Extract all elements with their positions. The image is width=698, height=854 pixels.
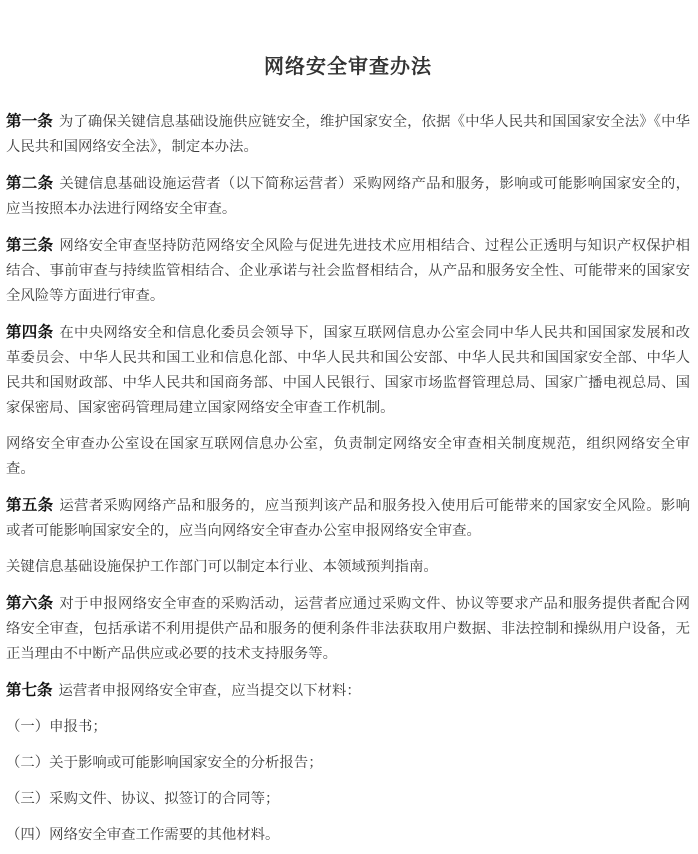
article-2 — [6, 171, 690, 222]
article-6 — [6, 591, 690, 667]
article-number: 第一条 — [6, 112, 53, 130]
list-item: （四）网络安全审查工作需要的其他材料。 — [6, 827, 280, 843]
article-4-paragraph-2 — [6, 432, 690, 482]
article-number: 第六条 — [6, 594, 54, 612]
article-text: 在中央网络安全和信息化委员会领导下，国家互联网信息办公室会同中华人民共和国国家发展和改革委员会、中华人民共和国工业和信息化部、中华人民共和国公安部、中华人民共和国国家安全部、中华人民共和国财政部、中华人民共和国商务部、中国人民银行、国家市场监督管理总局、国家广播电视总局、国家保密局、国家密码管理局建立国家网络安全审查工作机制。 — [6, 325, 690, 416]
article-5 — [6, 493, 690, 544]
list-item: （三）采购文件、协议、拟签订的合同等； — [6, 791, 280, 807]
article-number: 第四条 — [6, 323, 54, 341]
article-number: 第三条 — [6, 236, 54, 254]
article-text: 对于申报网络安全审查的采购活动，运营者应通过采购文件、协议等要求产品和服务提供者配合网络安全审查，包括承诺不利用提供产品和服务的便利条件非法获取用户数据、非法控制和操纵用户设备，无正当理由不中断产品供应或必要的技术支持服务等。 — [6, 596, 690, 662]
paragraph-text: 关键信息基础设施保护工作部门可以制定本行业、本领域预判指南。 — [6, 559, 438, 575]
article-number: 第二条 — [6, 174, 54, 192]
article-number: 第五条 — [6, 496, 54, 514]
list-item: （一）申报书； — [6, 719, 107, 735]
article-text: 为了确保关键信息基础设施供应链安全，维护国家安全，依据《中华人民共和国国家安全法》《中华人民共和国网络安全法》，制定本办法。 — [6, 114, 690, 155]
article-number: 第七条 — [6, 681, 53, 699]
article-text: 网络安全审查坚持防范网络安全风险与促进先进技术应用相结合、过程公正透明与知识产权保护相结合、事前审查与持续监管相结合、企业承诺与社会监督相结合，从产品和服务安全性、可能带来的国家安全风险等方面进行审查。 — [6, 238, 690, 304]
article-7 — [6, 678, 690, 704]
article-4 — [6, 320, 690, 421]
document-title: 网络安全审查办法 — [264, 54, 432, 78]
article-text: 运营者申报网络安全审查，应当提交以下材料： — [58, 683, 361, 699]
article-text: 运营者采购网络产品和服务的，应当预判该产品和服务投入使用后可能带来的国家安全风险。影响或者可能影响国家安全的，应当向网络安全审查办公室申报网络安全审查。 — [6, 498, 690, 539]
article-1 — [6, 109, 690, 160]
article-3 — [6, 233, 690, 309]
paragraph-text: 网络安全审查办公室设在国家互联网信息办公室，负责制定网络安全审查相关制度规范，组织网络安全审查。 — [6, 436, 690, 477]
article-5-paragraph-2 — [6, 555, 690, 580]
list-item: （二）关于影响或可能影响国家安全的分析报告； — [6, 755, 323, 771]
article-text: 关键信息基础设施运营者（以下简称运营者）采购网络产品和服务，影响或可能影响国家安全的，应当按照本办法进行网络安全审查。 — [6, 176, 690, 217]
